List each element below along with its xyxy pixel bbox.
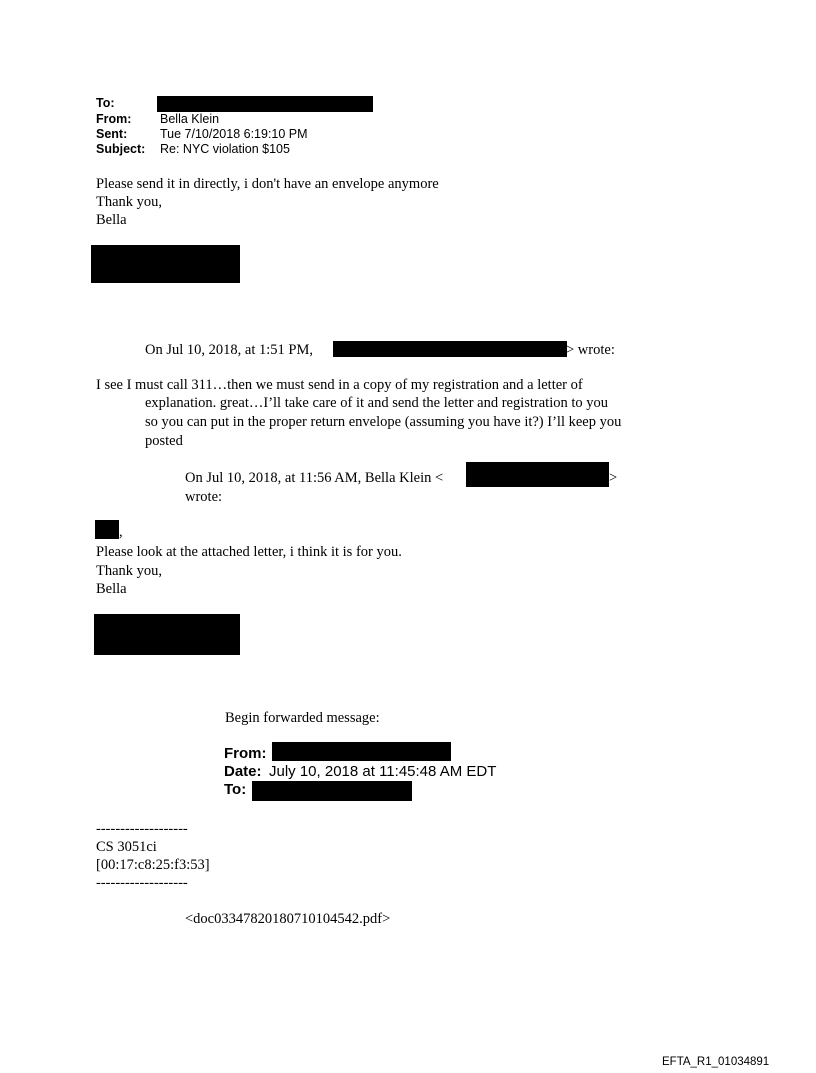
forwarded-date-label: Date: <box>224 763 262 780</box>
signature-line: CS 3051ci <box>96 839 157 855</box>
sent-label: Sent: <box>96 127 128 141</box>
from-value: Bella Klein <box>160 112 220 126</box>
to-label: To: <box>96 96 115 110</box>
quoted-line: explanation. great…I’ll take care of it and send the letter and registration to you <box>145 395 609 411</box>
redaction-forwarded-from <box>272 742 451 761</box>
redaction-recipient-name <box>95 520 119 539</box>
redaction-bella-email <box>466 462 609 487</box>
forwarded-intro: Begin forwarded message: <box>225 710 380 726</box>
greeting-comma: , <box>119 524 123 540</box>
redaction-signature-block <box>91 245 240 283</box>
message-line: Thank you, <box>96 194 163 210</box>
from-label: From: <box>96 112 132 126</box>
message-line: Please send it in directly, i don't have an envelope anymore <box>96 176 439 192</box>
forwarded-from-label: From: <box>224 745 267 762</box>
quoted-line: so you can put in the proper return envelope (assuming you have it?) I’ll keep you <box>145 414 622 430</box>
reply-attribution: On Jul 10, 2018, at 1:51 PM, <box>145 342 313 358</box>
reply-attribution-suffix: > wrote: <box>566 342 615 358</box>
document-id: EFTA_R1_01034891 <box>662 1056 770 1068</box>
quoted-line: Thank you, <box>96 563 163 579</box>
redaction-sender-email <box>333 341 567 357</box>
quoted-line: Bella <box>96 581 127 597</box>
redaction-to-address <box>157 96 373 112</box>
forwarded-to-label: To: <box>224 781 247 798</box>
nested-reply-attribution-suffix: > <box>609 470 618 486</box>
nested-reply-attribution-wrote: wrote: <box>185 489 223 505</box>
signature-line: ------------------- <box>96 821 188 837</box>
quoted-line: posted <box>145 433 183 449</box>
quoted-line: I see I must call 311…then we must send in a copy of my registration and a letter of <box>96 377 583 393</box>
signature-line: [00:17:c8:25:f3:53] <box>96 857 210 873</box>
nested-reply-attribution: On Jul 10, 2018, at 11:56 AM, Bella Klein < <box>185 470 444 486</box>
attachment-filename: <doc03347820180710104542.pdf> <box>185 911 391 927</box>
message-line: Bella <box>96 212 127 228</box>
sent-value: Tue 7/10/2018 6:19:10 PM <box>160 127 308 141</box>
redaction-forwarded-to <box>252 781 412 801</box>
subject-value: Re: NYC violation $105 <box>160 142 290 156</box>
redaction-signature-block <box>94 614 240 655</box>
forwarded-date-value: July 10, 2018 at 11:45:48 AM EDT <box>269 763 497 780</box>
signature-line: ------------------- <box>96 875 188 891</box>
subject-label: Subject: <box>96 142 146 156</box>
quoted-line: Please look at the attached letter, i think it is for you. <box>96 544 402 560</box>
